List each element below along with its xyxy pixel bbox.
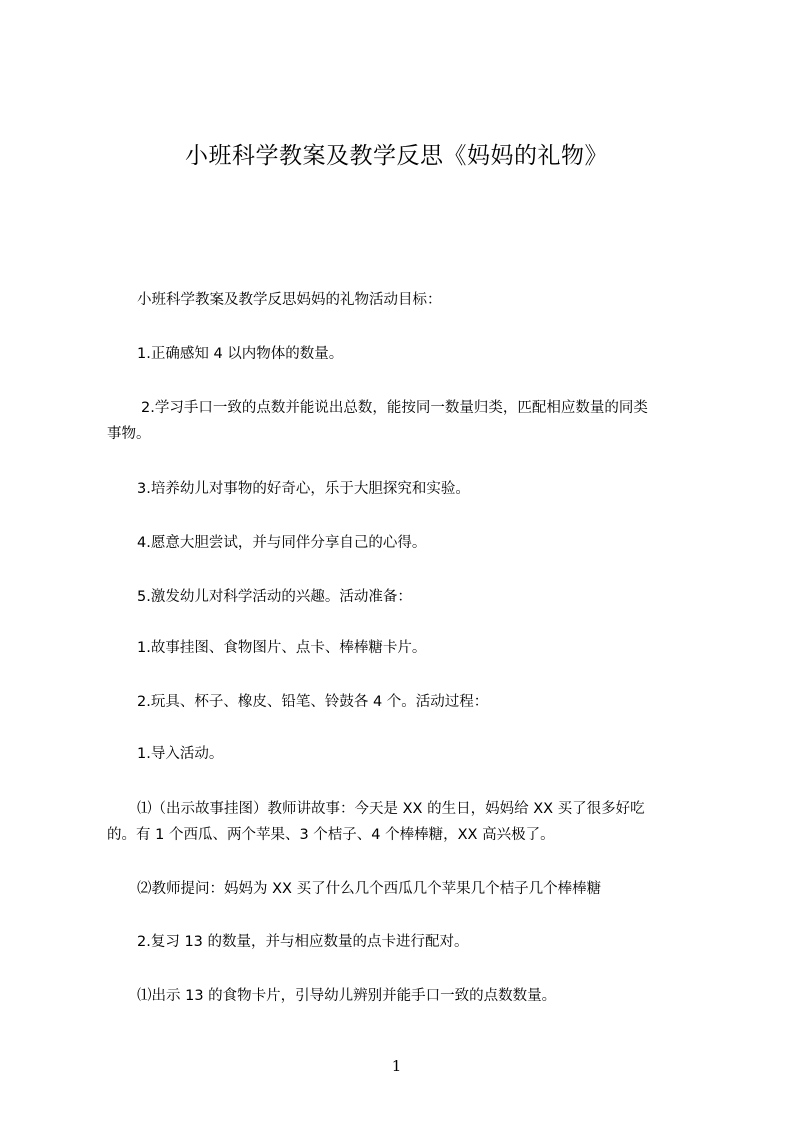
page-number: 1 — [391, 1057, 402, 1075]
paragraph-process-1-2: ⑵教师提问：妈妈为 XX 买了什么几个西瓜几个苹果几个桔子几个棒棒糖 — [137, 881, 602, 897]
paragraph-process-1: 1.导入活动。 — [137, 746, 224, 762]
document-title: 小班科学教案及教学反思《妈妈的礼物》 — [185, 143, 608, 169]
paragraph-process-2: 2.复习 13 的数量，并与相应数量的点卡进行配对。 — [137, 934, 469, 950]
paragraph-process-1-1: ⑴（出示故事挂图）教师讲故事：今天是 XX 的生日，妈妈给 XX 买了很多好吃 — [137, 801, 645, 817]
paragraph-goal-3: 3.培养幼儿对事物的好奇心，乐于大胆探究和实验。 — [137, 481, 470, 497]
paragraph-process-2-1: ⑴出示 13 的食物卡片，引导幼儿辨别并能手口一致的点数数量。 — [137, 988, 557, 1004]
paragraph-goal-2: 2.学习手口一致的点数并能说出总数，能按同一数量归类，匹配相应数量的同类 — [141, 400, 648, 416]
paragraph-goal-5: 5.激发幼儿对科学活动的兴趣。活动准备： — [137, 589, 412, 605]
paragraph-goal-2-cont: 事物。 — [107, 426, 151, 442]
paragraph-goal-4: 4.愿意大胆尝试，并与同伴分享自己的心得。 — [137, 535, 427, 551]
paragraph-prep-1: 1.故事挂图、食物图片、点卡、棒棒糖卡片。 — [137, 640, 427, 656]
paragraph-process-1-1-cont: 的。有 1 个西瓜、两个苹果、3 个桔子、4 个棒棒糖，XX 高兴极了。 — [107, 827, 555, 843]
paragraph-goal-1: 1.正确感知 4 以内物体的数量。 — [137, 346, 344, 362]
paragraph-intro: 小班科学教案及教学反思妈妈的礼物活动目标： — [137, 292, 442, 308]
paragraph-prep-2: 2.玩具、杯子、橡皮、铅笔、铃鼓各 4 个。活动过程： — [137, 694, 489, 710]
